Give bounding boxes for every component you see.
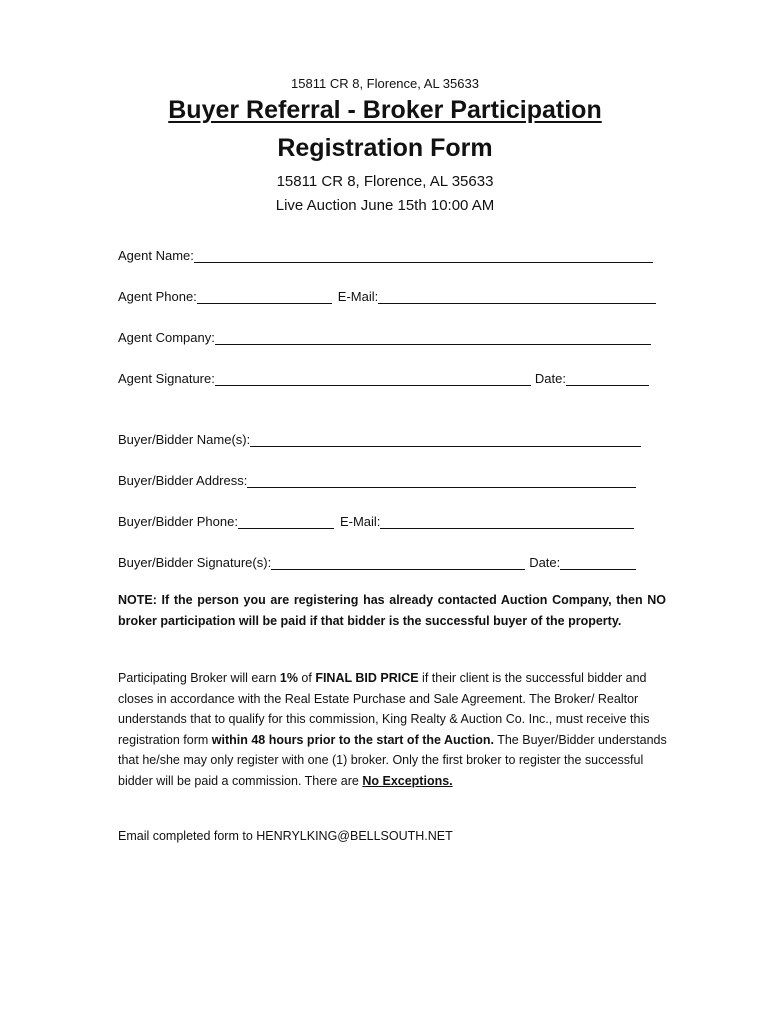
agent-email-field[interactable] xyxy=(378,289,656,304)
agent-name-label: Agent Name: xyxy=(118,248,194,263)
agent-company-row xyxy=(118,325,651,345)
email-instruction: Email completed form to HENRYLKING@BELLSOUTH.NET xyxy=(118,829,453,843)
property-address: 15811 CR 8, Florence, AL 35633 xyxy=(276,173,494,190)
commission-paragraph xyxy=(118,668,668,792)
paragraph-part4: The Buyer/Bidder understands that he/she may only register with one (1) broker. Only the first broker to register the successful bidder will be paid a commission. There are xyxy=(118,732,667,788)
note-text: NOTE: If the person you are registering has already contacted Auction Company, then NO broker participation will be paid if that bidder is the successful buyer of the property. xyxy=(118,593,666,628)
agent-name-row xyxy=(118,243,653,263)
commission-percent: 1% xyxy=(279,671,298,685)
buyer-date-label: Date: xyxy=(529,555,561,570)
form-title xyxy=(0,96,770,125)
buyer-address-field[interactable] xyxy=(247,473,636,488)
buyer-date-field[interactable] xyxy=(560,555,636,570)
buyer-email-field[interactable] xyxy=(380,514,634,529)
no-exceptions-text: No Exceptions. xyxy=(362,773,453,788)
agent-phone-field[interactable] xyxy=(197,289,332,304)
buyer-address-row xyxy=(118,468,636,488)
buyer-name-field[interactable] xyxy=(250,432,641,447)
buyer-signature-field[interactable] xyxy=(271,555,525,570)
agent-company-field[interactable] xyxy=(215,330,651,345)
buyer-signature-label: Buyer/Bidder Signature(s): xyxy=(118,555,272,570)
paragraph-part3: if their client is the successful bidder and closes in accordance with the Real Estate Purchase and Sale Agreement. The Broker/ Realtor understands that to qualify for this commission, King Realty & Auction Co. Inc., must receive this registration form xyxy=(118,671,650,747)
agent-phone-row xyxy=(118,284,656,304)
auction-info: Live Auction June 15th 10:00 AM xyxy=(275,197,495,214)
agent-date-field[interactable] xyxy=(566,371,649,386)
agent-signature-label: Agent Signature: xyxy=(118,371,215,386)
buyer-phone-label: Buyer/Bidder Phone: xyxy=(118,514,238,529)
buyer-name-label: Buyer/Bidder Name(s): xyxy=(118,432,251,447)
agent-email-label: E-Mail: xyxy=(337,289,379,304)
paragraph-part2: of xyxy=(297,671,316,685)
buyer-name-row xyxy=(118,427,641,447)
agent-company-label: Agent Company: xyxy=(118,330,215,345)
agent-date-label: Date: xyxy=(534,371,566,386)
buyer-email-label: E-Mail: xyxy=(339,514,381,529)
paragraph-part1: Participating Broker will earn xyxy=(118,671,280,685)
agent-name-field[interactable] xyxy=(194,248,653,263)
agent-phone-label: Agent Phone: xyxy=(118,289,197,304)
buyer-phone-field[interactable] xyxy=(238,514,334,529)
top-address: 15811 CR 8, Florence, AL 35633 xyxy=(291,76,479,91)
final-bid-price: FINAL BID PRICE xyxy=(315,671,419,685)
buyer-signature-row xyxy=(118,550,636,570)
agent-signature-row xyxy=(118,366,649,386)
deadline-text: within 48 hours prior to the start of the Auction. xyxy=(211,732,494,747)
form-title-line2: Registration Form xyxy=(277,134,493,162)
agent-signature-field[interactable] xyxy=(215,371,531,386)
form-title-line1: Buyer Referral - Broker Participation xyxy=(168,96,602,124)
buyer-phone-row xyxy=(118,509,634,529)
buyer-address-label: Buyer/Bidder Address: xyxy=(118,473,248,488)
